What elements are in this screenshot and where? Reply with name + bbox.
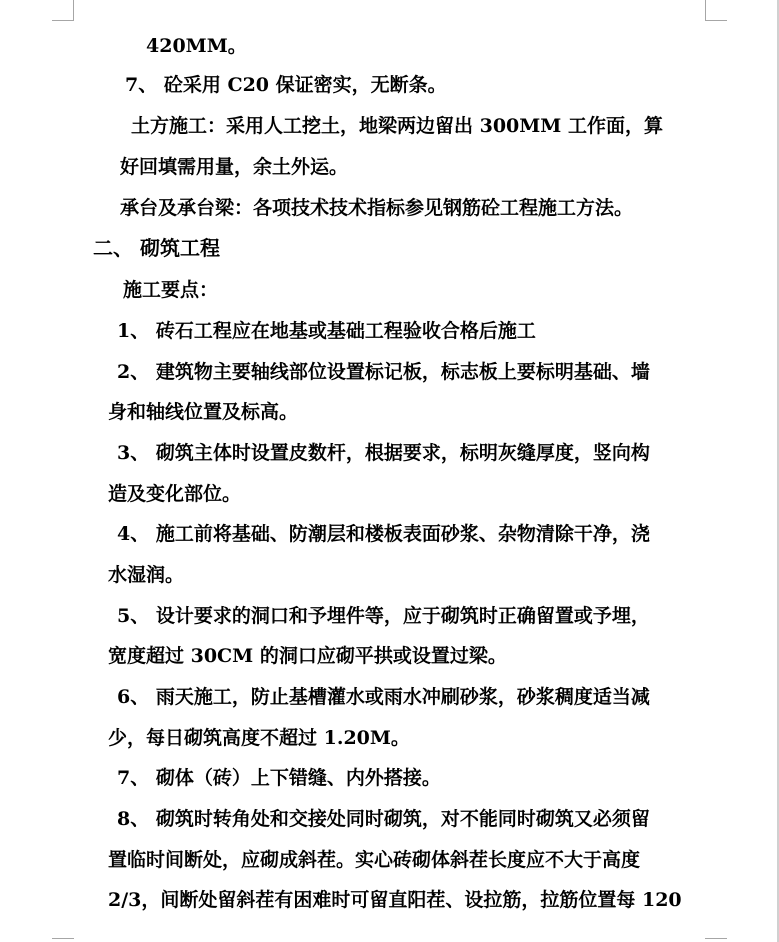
list-item: 7、 砌体（砖）上下错缝、内外搭接。 bbox=[117, 767, 441, 789]
list-item: 3、 砌筑主体时设置皮数杆，根据要求，标明灰缝厚度，竖向构 bbox=[117, 442, 650, 464]
text-line: 宽度超过 30CM 的洞口应砌平拱或设置过梁。 bbox=[108, 645, 507, 667]
text-line: 承台及承台梁：各项技术技术指标参见钢筋砼工程施工方法。 bbox=[120, 197, 634, 219]
text-line: 2/3，间断处留斜茬有困难时可留直阳茬、设拉筋，拉筋位置每 120 bbox=[108, 889, 682, 911]
crop-mark-top-left-v bbox=[73, 0, 74, 20]
crop-mark-top-right-v bbox=[705, 0, 706, 20]
text-line: 水湿润。 bbox=[108, 564, 185, 586]
list-item: 1、 砖石工程应在地基或基础工程验收合格后施工 bbox=[117, 320, 536, 342]
list-item: 4、 施工前将基础、防潮层和楼板表面砂浆、杂物清除干净，浇 bbox=[117, 523, 650, 545]
text-line: 造及变化部位。 bbox=[108, 483, 242, 505]
text-line: 420MM。 bbox=[146, 35, 247, 57]
text-line: 7、 砼采用 C20 保证密实，无断条。 bbox=[125, 74, 447, 96]
text-line: 好回填需用量，余土外运。 bbox=[120, 156, 349, 178]
list-item: 2、 建筑物主要轴线部位设置标记板，标志板上要标明基础、墙 bbox=[117, 361, 650, 383]
crop-mark-bottom-right-h bbox=[705, 938, 727, 939]
text-line: 土方施工：采用人工挖土，地梁两边留出 300MM 工作面，算 bbox=[131, 115, 663, 137]
text-line: 身和轴线位置及标高。 bbox=[108, 401, 299, 423]
crop-mark-top-right-h bbox=[705, 20, 727, 21]
list-item: 6、 雨天施工，防止基槽灌水或雨水冲刷砂浆，砂浆稠度适当减 bbox=[117, 686, 650, 708]
list-item: 5、 设计要求的洞口和予埋件等，应于砌筑时正确留置或予埋， bbox=[117, 605, 650, 627]
text-line: 施工要点： bbox=[123, 279, 219, 301]
crop-mark-top-left-h bbox=[52, 20, 74, 21]
section-heading: 二、 砌筑工程 bbox=[93, 236, 220, 260]
list-item: 8、 砌筑时转角处和交接处同时砌筑，对不能同时砌筑又必须留 bbox=[117, 808, 650, 830]
text-line: 置临时间断处，应砌成斜茬。实心砖砌体斜茬长度应不大于高度 bbox=[108, 849, 641, 871]
text-line: 少，每日砌筑高度不超过 1.20M。 bbox=[108, 727, 410, 749]
crop-mark-bottom-left-h bbox=[52, 938, 74, 939]
